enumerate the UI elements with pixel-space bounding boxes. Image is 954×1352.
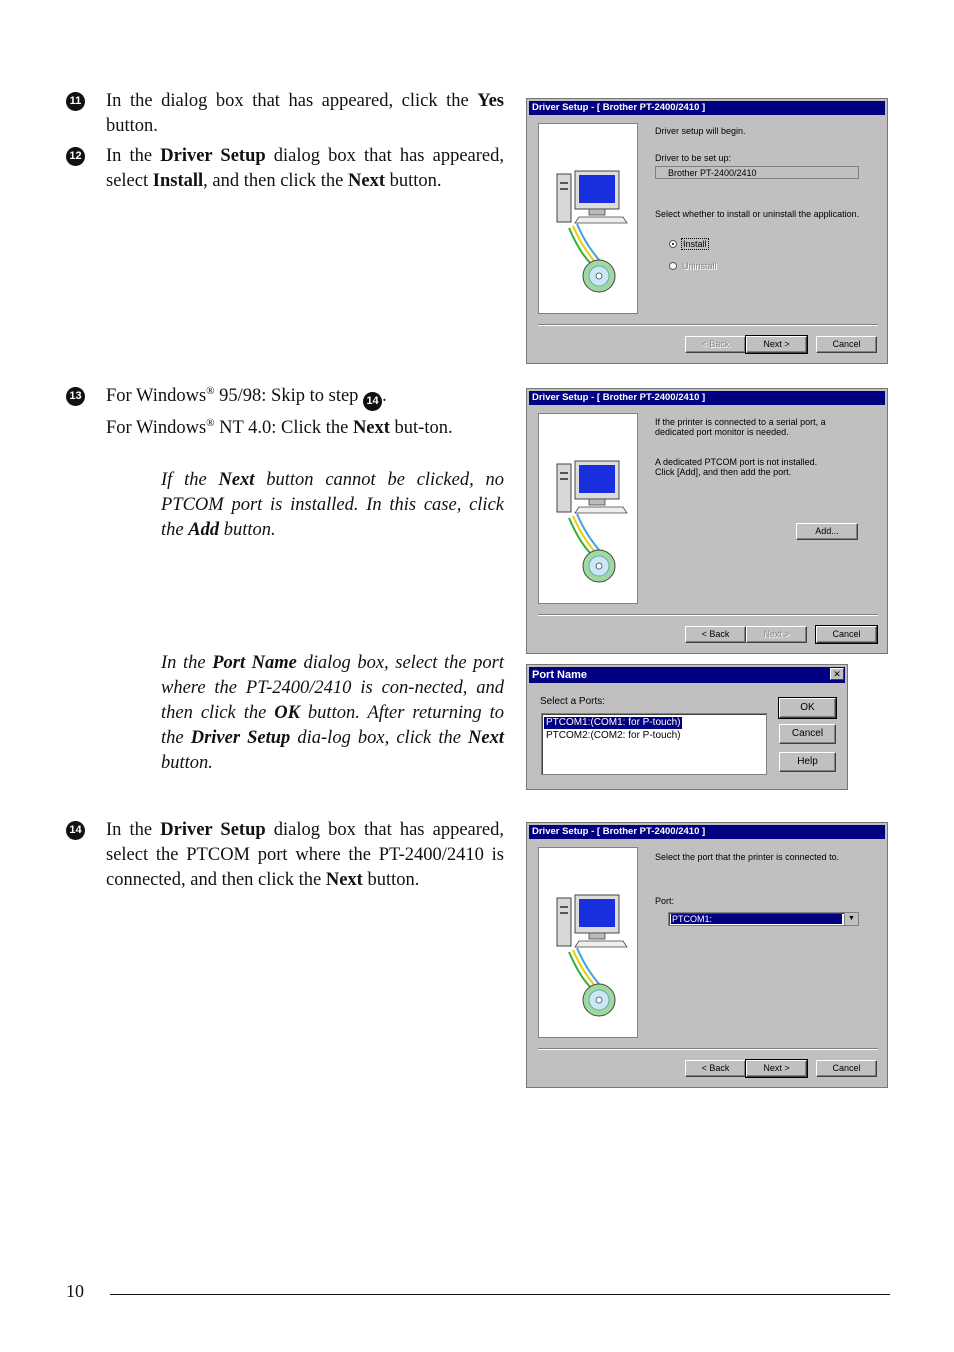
driver-setup-dialog-port xyxy=(526,822,888,1088)
list-item[interactable]: PTCOM1:(COM1: for P-touch) xyxy=(546,717,681,728)
cancel-button[interactable]: Cancel xyxy=(816,336,877,353)
port-name-dialog xyxy=(526,664,848,790)
step-number: 12 xyxy=(66,147,85,166)
install-radio[interactable] xyxy=(669,240,677,248)
step-text: In the dialog box that has appeared, click the Yes button. xyxy=(106,91,504,136)
computer-cd-illustration xyxy=(538,847,638,1038)
dialog-title: Driver Setup - [ Brother PT-2400/2410 ] xyxy=(529,101,885,115)
dialog-separator xyxy=(538,614,878,616)
cancel-button[interactable]: Cancel xyxy=(816,1060,877,1077)
step-number: 11 xyxy=(66,92,85,111)
port-select-value: PTCOM1: xyxy=(671,914,842,924)
serial-port-message: If the printer is connected to a serial port, a xyxy=(655,417,826,427)
step-11 xyxy=(66,89,504,149)
computer-cd-icon xyxy=(539,848,637,1037)
next-button[interactable]: Next > xyxy=(746,626,807,643)
step-text: In the Driver Setup dialog box that has appeared, select Install, and then click the Next button. xyxy=(106,146,504,191)
page-number: 10 xyxy=(66,1281,84,1301)
driver-setup-dialog-install xyxy=(526,98,888,364)
back-button[interactable]: < Back xyxy=(685,626,746,643)
cancel-button[interactable]: Cancel xyxy=(779,724,836,744)
computer-cd-icon xyxy=(539,124,637,313)
step-14 xyxy=(66,818,504,918)
ok-button[interactable]: OK xyxy=(779,698,836,718)
install-label[interactable]: Install xyxy=(683,239,707,249)
chevron-down-icon[interactable]: ▼ xyxy=(844,913,858,925)
list-item[interactable]: PTCOM2:(COM2: for P-touch) xyxy=(546,730,681,741)
step-13 xyxy=(66,384,504,464)
select-instruction: Select whether to install or uninstall the application. xyxy=(655,209,860,219)
next-button[interactable]: Next > xyxy=(746,336,807,353)
setup-message: Driver setup will begin. xyxy=(655,126,746,136)
note-port-name: In the Port Name dialog box, select the port where the PT-2400/2410 is con-nected, and then click the OK button. After returning to the Driver Setup dia-log box, click the Next button. xyxy=(161,653,505,773)
driver-name-field: Brother PT-2400/2410 xyxy=(655,166,859,179)
computer-cd-icon xyxy=(539,414,637,603)
step-text: For Windows® 95/98: Skip to step 14 . For Windows® NT 4.0: Click the Next but-ton. xyxy=(106,384,453,438)
step-number: 14 xyxy=(66,821,85,840)
next-button[interactable]: Next > xyxy=(746,1060,807,1077)
note-add-port: If the Next button cannot be clicked, no PTCOM port is installed. In this case, click the Add button. xyxy=(161,470,504,540)
footer-rule xyxy=(110,1294,890,1295)
dialog-title: Driver Setup - [ Brother PT-2400/2410 ] xyxy=(529,825,885,839)
serial-port-message-2: dedicated port monitor is needed. xyxy=(655,427,789,437)
add-button[interactable]: Add... xyxy=(796,523,858,540)
select-port-message: Select the port that the printer is connected to. xyxy=(655,852,840,862)
step-number: 13 xyxy=(66,387,85,406)
uninstall-radio[interactable] xyxy=(669,262,677,270)
uninstall-label[interactable]: Uninstall xyxy=(682,261,717,271)
step-text: In the Driver Setup dialog box that has appeared, select the PTCOM port where the PT-2400/2410 is connected, and then click the Next button. xyxy=(106,820,504,890)
driver-setup-dialog-add-port xyxy=(526,388,888,654)
port-label: Port: xyxy=(655,896,675,906)
ptcom-missing-message-2: Click [Add], and then add the port. xyxy=(655,467,792,477)
dialog-separator xyxy=(538,1048,878,1050)
ptcom-missing-message: A dedicated PTCOM port is not installed. xyxy=(655,457,818,467)
back-button[interactable]: < Back xyxy=(685,1060,746,1077)
select-ports-label: Select a Ports: xyxy=(540,696,606,707)
dialog-title: Driver Setup - [ Brother PT-2400/2410 ] xyxy=(529,391,885,405)
dialog-title: Port Name xyxy=(529,667,845,683)
driver-label: Driver to be set up: xyxy=(655,153,732,163)
help-button[interactable]: Help xyxy=(779,752,836,772)
step-12 xyxy=(66,144,504,224)
computer-cd-illustration xyxy=(538,413,638,604)
computer-cd-illustration xyxy=(538,123,638,314)
step-reference: 14 xyxy=(363,392,382,411)
cancel-button[interactable]: Cancel xyxy=(816,626,877,643)
dialog-separator xyxy=(538,324,878,326)
back-button[interactable]: < Back xyxy=(685,336,746,353)
port-select[interactable] xyxy=(668,912,859,926)
close-icon[interactable]: ✕ xyxy=(830,668,844,680)
ports-listbox[interactable] xyxy=(541,713,767,775)
